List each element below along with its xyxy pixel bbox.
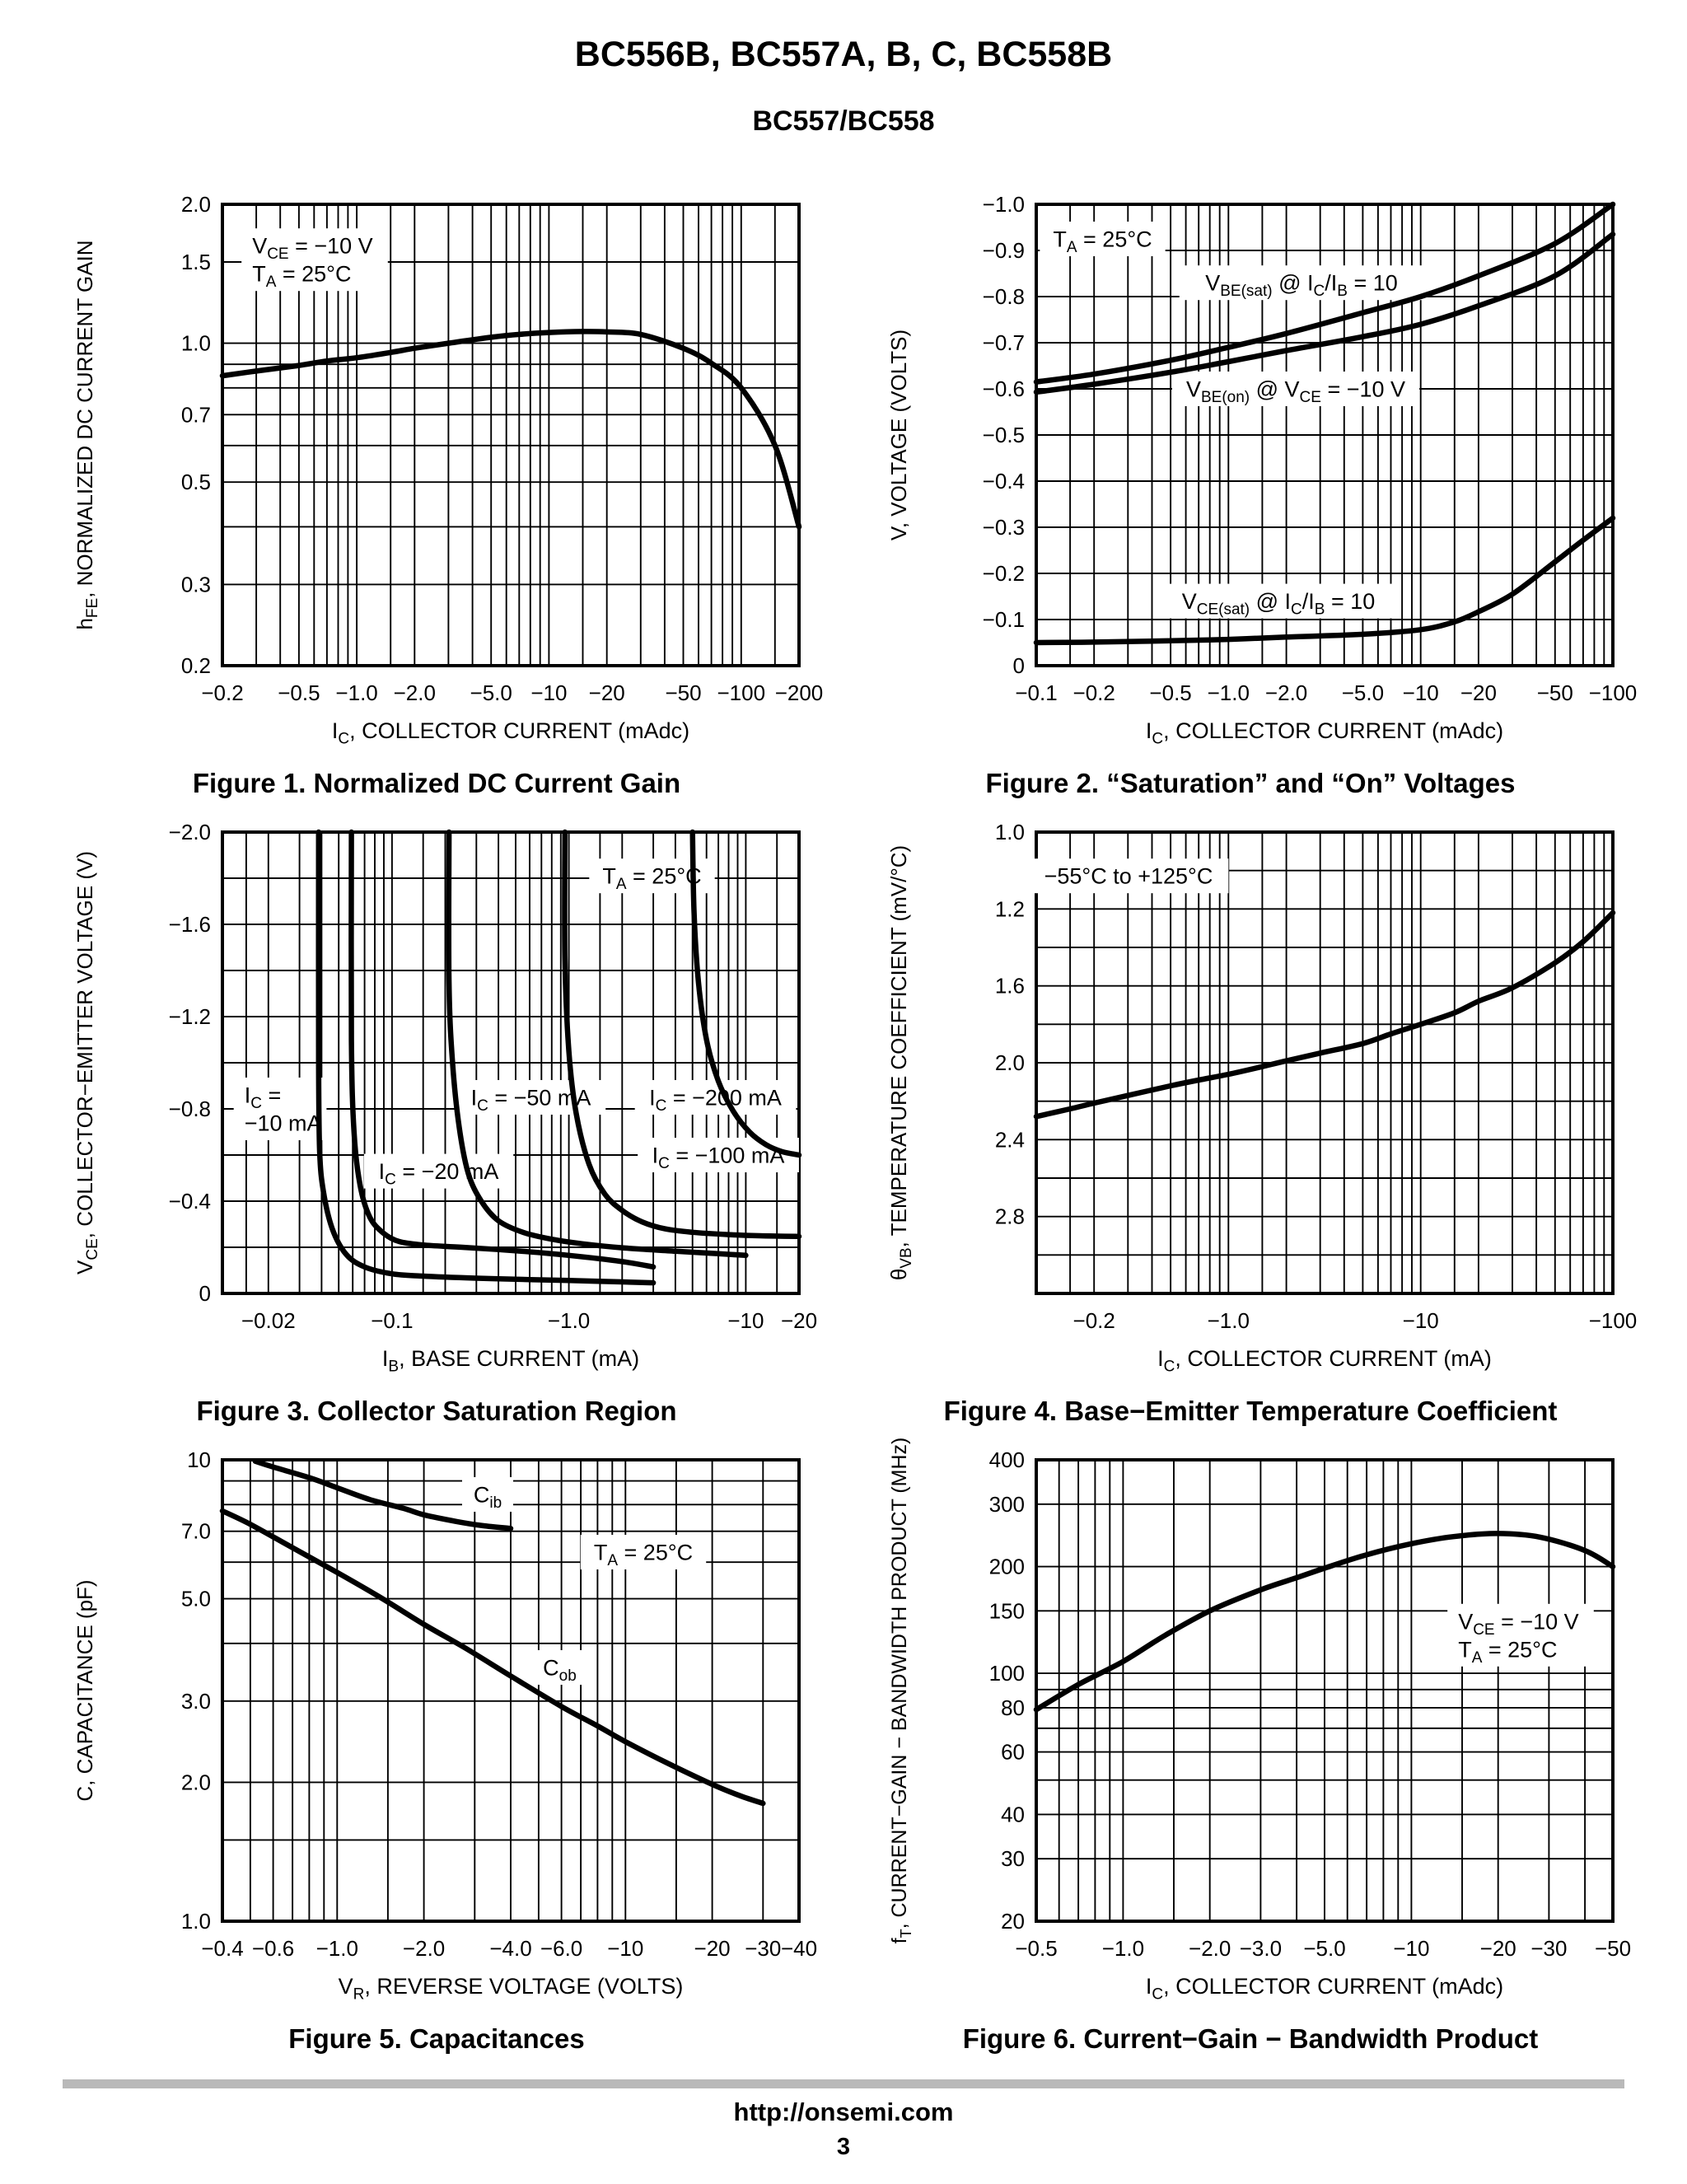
figure3-chart (49, 817, 824, 1394)
svg-text:−0.1: −0.1 (1015, 680, 1058, 705)
svg-text:−1.0: −1.0 (315, 1936, 358, 1961)
svg-text:−50: −50 (1594, 1936, 1632, 1961)
figure6-chart (863, 1437, 1638, 2022)
svg-text:1.0: 1.0 (994, 820, 1025, 844)
svg-text:2.0: 2.0 (180, 1770, 211, 1795)
svg-text:150: 150 (988, 1598, 1025, 1624)
svg-text:IC, COLLECTOR CURRENT (mAdc): $I_C$, COLLECTOR CURRENT (mAdc) (1145, 718, 1504, 748)
svg-text:−0.5: −0.5 (1015, 1936, 1058, 1961)
svg-text:TA = 25°C: $T_A = 25^\circ C$ (1053, 227, 1152, 256)
svg-text:10: 10 (187, 1447, 211, 1472)
svg-text:−0.5: −0.5 (982, 423, 1025, 447)
svg-text:20: 20 (1001, 1909, 1025, 1934)
figure6-caption: Figure 6. Current−Gain − Bandwidth Product (962, 2023, 1539, 2054)
svg-text:2.0: 2.0 (180, 192, 211, 217)
svg-text:0.5: 0.5 (180, 470, 211, 495)
svg-text:80: 80 (1001, 1695, 1025, 1720)
svg-text:IC = −20 mA: $I_C = -20$ mA (378, 1159, 499, 1189)
svg-text:−0.4: −0.4 (201, 1936, 244, 1961)
svg-text:1.6: 1.6 (994, 973, 1025, 998)
svg-text:−0.9: −0.9 (982, 238, 1025, 263)
figure1-caption: Figure 1. Normalized DC Current Gain (192, 768, 681, 798)
svg-text:−4.0: −4.0 (489, 1936, 532, 1961)
svg-text:TA = 25°C: $T_A = 25^\circ C$ (252, 261, 352, 292)
svg-text:−30: −30 (1530, 1936, 1568, 1961)
svg-text:−0.7: −0.7 (982, 330, 1025, 355)
figure5-chart (49, 1445, 824, 2022)
svg-text:−6.0: −6.0 (540, 1936, 583, 1961)
svg-text:−0.02: −0.02 (241, 1308, 296, 1333)
figure4-caption: Figure 4. Base−Emitter Temperature Coefficient (943, 1396, 1558, 1426)
svg-text:−0.2: −0.2 (982, 561, 1025, 586)
svg-text:0: 0 (199, 1281, 211, 1306)
figure1-chart (49, 189, 824, 766)
svg-text:−10 mA: −10 mA (244, 1111, 322, 1136)
svg-text:−10: −10 (727, 1308, 764, 1333)
figure3-caption: Figure 3. Collector Saturation Region (196, 1396, 677, 1426)
svg-text:1.5: 1.5 (180, 250, 211, 274)
svg-text:−2.0: −2.0 (393, 680, 436, 705)
svg-text:3.0: 3.0 (180, 1688, 211, 1714)
figure2-caption: Figure 2. “Saturation” and “On” Voltages (985, 768, 1516, 798)
svg-text:−10: −10 (530, 680, 568, 705)
svg-text:−5.0: −5.0 (470, 680, 512, 705)
svg-text:40: 40 (1001, 1802, 1025, 1827)
svg-text:0.3: 0.3 (180, 572, 211, 597)
svg-text:IC, COLLECTOR CURRENT (mAdc): $I_C$, COLLECTOR CURRENT (mAdc) (331, 718, 690, 748)
svg-text:−0.6: −0.6 (982, 376, 1025, 401)
svg-text:−2.0: −2.0 (1264, 680, 1308, 705)
svg-text:2.4: 2.4 (994, 1127, 1025, 1153)
svg-text:−2.0: −2.0 (1189, 1936, 1231, 1961)
svg-text:−5.0: −5.0 (1303, 1936, 1346, 1961)
svg-text:0: 0 (1012, 653, 1025, 678)
svg-text:−0.4: −0.4 (168, 1189, 211, 1214)
svg-text:−1.6: −1.6 (168, 912, 211, 937)
footer-url: http://onsemi.com (733, 2097, 954, 2126)
figure2-chart (863, 189, 1638, 766)
svg-text:−20: −20 (694, 1936, 731, 1961)
svg-text:−0.2: −0.2 (1072, 1308, 1115, 1333)
svg-text:−0.1: −0.1 (982, 607, 1025, 632)
svg-text:−1.2: −1.2 (168, 1004, 211, 1029)
svg-text:−20: −20 (780, 1308, 818, 1333)
svg-text:VCE = −10 V: $V_{CE} = -10$ V (1458, 1609, 1579, 1639)
svg-text:−0.2: −0.2 (201, 680, 244, 705)
figure5-block (49, 1445, 824, 2055)
footer-page-number: 3 (836, 2134, 851, 2160)
svg-text:−50: −50 (665, 680, 702, 705)
svg-text:−0.8: −0.8 (168, 1097, 211, 1121)
svg-text:−0.2: −0.2 (1072, 680, 1115, 705)
svg-text:−3.0: −3.0 (1239, 1936, 1283, 1961)
svg-text:C, CAPACITANCE (pF): C, CAPACITANCE (pF) (72, 1579, 97, 1802)
svg-text:fT, CURRENT−GAIN − BANDWIDTH P: $f_T$, CURRENT−GAIN − BANDWIDTH PRODUCT (MHz) (888, 1437, 914, 1944)
svg-text:VBE(on) @ VCE = −10 V: $V_{BE(on)}$ @ $V_{CE} = -10$ V (1185, 376, 1406, 406)
svg-text:IC, COLLECTOR CURRENT (mA): $I_C$, COLLECTOR CURRENT (mA) (1157, 1346, 1492, 1376)
svg-text:−0.4: −0.4 (982, 469, 1025, 493)
svg-text:−10: −10 (607, 1936, 644, 1961)
svg-text:TA = 25°C: $T_A = 25^\circ C$ (1458, 1637, 1558, 1667)
svg-text:−1.0: −1.0 (547, 1308, 591, 1333)
svg-text:VBE(sat) @ IC/IB = 10: $V_{BE(sat)}$ @ $I_C/I_B = 10$ (1205, 270, 1398, 301)
svg-text:−1.0: −1.0 (1207, 680, 1250, 705)
svg-text:300: 300 (988, 1491, 1025, 1517)
figure5-caption: Figure 5. Capacitances (288, 2023, 585, 2054)
svg-text:−0.5: −0.5 (278, 680, 320, 705)
figure2-block (863, 189, 1638, 799)
svg-text:hFE, NORMALIZED DC CURRENT GAI: $h_{FE}$, NORMALIZED DC CURRENT GAIN (72, 240, 102, 630)
svg-text:Cob: $C_{ob}$ (543, 1655, 577, 1685)
svg-text:VCE, COLLECTOR−EMITTER VOLTAGE: $V_{CE}$, COLLECTOR−EMITTER VOLTAGE (V) (72, 851, 102, 1274)
svg-text:−30: −30 (745, 1936, 782, 1961)
figure4-chart (863, 817, 1638, 1394)
svg-text:−20: −20 (1479, 1936, 1516, 1961)
svg-text:−20: −20 (1460, 680, 1497, 705)
svg-text:1.0: 1.0 (180, 1909, 211, 1934)
svg-text:−20: −20 (588, 680, 625, 705)
svg-text:−10: −10 (1402, 680, 1439, 705)
svg-text:−10: −10 (1393, 1936, 1430, 1961)
svg-text:−2.0: −2.0 (168, 820, 211, 844)
svg-text:−100: −100 (1588, 1308, 1638, 1333)
svg-text:0.7: 0.7 (180, 402, 211, 428)
svg-text:IC =: $I_C$ = (244, 1083, 282, 1112)
svg-text:IC = −100 mA: $I_C = -100$ mA (652, 1143, 785, 1172)
svg-text:−5.0: −5.0 (1341, 680, 1385, 705)
svg-text:TA = 25°C: $T_A = 25^\circ C$ (593, 1540, 694, 1569)
figure6-block (863, 1437, 1638, 2055)
svg-text:5.0: 5.0 (180, 1586, 211, 1611)
svg-text:1.0: 1.0 (180, 330, 211, 356)
svg-text:−2.0: −2.0 (402, 1936, 446, 1961)
svg-text:Cib: $C_{ib}$ (473, 1482, 502, 1512)
svg-text:VR, REVERSE VOLTAGE (VOLTS): $V_R$, REVERSE VOLTAGE (VOLTS) (338, 1974, 684, 2004)
svg-text:100: 100 (988, 1661, 1025, 1686)
svg-text:1.2: 1.2 (994, 896, 1025, 922)
figure4-block (863, 817, 1638, 1427)
svg-text:VCE(sat) @ IC/IB = 10: $V_{CE(sat)}$ @ $I_C/I_B = 10$ (1181, 589, 1376, 619)
svg-text:IC = −50 mA: $I_C = -50$ mA (470, 1085, 591, 1115)
svg-text:VCE = −10 V: $V_{CE} = -10$ V (252, 233, 373, 264)
page-title: BC556B, BC557A, B, C, BC558B (574, 35, 1113, 74)
svg-text:−100: −100 (1588, 680, 1638, 705)
svg-text:7.0: 7.0 (180, 1518, 211, 1544)
svg-text:−10: −10 (1402, 1308, 1439, 1333)
svg-text:−100: −100 (717, 680, 766, 705)
svg-text:30: 30 (1001, 1846, 1025, 1872)
svg-text:−0.6: −0.6 (251, 1936, 295, 1961)
svg-text:IC, COLLECTOR CURRENT (mAdc): $I_C$, COLLECTOR CURRENT (mAdc) (1145, 1974, 1504, 2004)
svg-text:IB, BASE CURRENT (mA): $I_B$, BASE CURRENT (mA) (381, 1346, 640, 1376)
footer-divider (63, 2079, 1624, 2088)
svg-text:−1.0: −1.0 (1101, 1936, 1145, 1961)
svg-text:60: 60 (1001, 1739, 1025, 1765)
svg-text:200: 200 (988, 1554, 1025, 1579)
svg-text:−1.0: −1.0 (1207, 1308, 1250, 1333)
svg-text:−40: −40 (780, 1936, 818, 1961)
svg-text:−0.8: −0.8 (982, 284, 1025, 309)
svg-text:−0.3: −0.3 (982, 515, 1025, 540)
svg-text:−1.0: −1.0 (982, 192, 1025, 217)
svg-text:400: 400 (988, 1447, 1025, 1472)
figure1-block (49, 189, 824, 799)
svg-text:−0.1: −0.1 (371, 1308, 414, 1333)
svg-text:−200: −200 (774, 680, 824, 705)
svg-text:TA = 25°C: $T_A = 25^\circ C$ (602, 863, 702, 894)
svg-text:2.8: 2.8 (994, 1204, 1025, 1229)
page-subtitle: BC557/BC558 (752, 105, 935, 137)
svg-text:−1.0: −1.0 (335, 680, 378, 705)
svg-text:θVB, TEMPERATURE COEFFICIENT (: $\theta_{VB}$, TEMPERATURE COEFFICIENT (mV/°C) (886, 844, 916, 1281)
svg-text:−0.5: −0.5 (1149, 680, 1192, 705)
svg-text:V, VOLTAGE (VOLTS): V, VOLTAGE (VOLTS) (886, 329, 911, 541)
svg-text:0.2: 0.2 (180, 653, 211, 678)
svg-text:2.0: 2.0 (994, 1050, 1025, 1075)
svg-text:−50: −50 (1536, 680, 1573, 705)
svg-text:−55°C to +125°C: −55°C to +125°C (1044, 863, 1213, 889)
figure3-block (49, 817, 824, 1427)
svg-text:IC = −200 mA: $I_C = -200$ mA (649, 1085, 782, 1115)
